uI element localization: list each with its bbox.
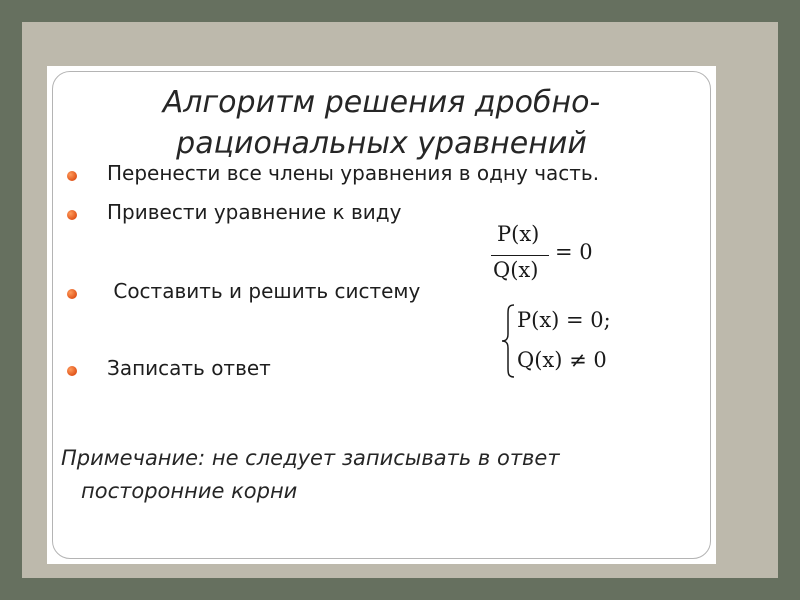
step-text: Перенести все члены уравнения в одну часть. (107, 161, 600, 185)
left-brace-icon (501, 304, 515, 378)
fraction-bar (491, 255, 549, 256)
step-text: Привести уравнение к виду (107, 200, 402, 224)
note-text (61, 442, 701, 508)
bullet-icon (67, 171, 77, 181)
note-line-1: Примечание: не следует записывать в ответ (61, 446, 560, 470)
note-line-2: посторонние корни (81, 479, 298, 503)
fraction-numerator: P(x) (497, 222, 540, 246)
title-line-2: рациональных уравнений (176, 126, 587, 161)
title-line-1: Алгоритм решения дробно- (162, 85, 601, 120)
content-card (47, 66, 716, 564)
system-line-2: Q(x) ≠ 0 (517, 348, 607, 372)
step-text: Записать ответ (107, 356, 271, 380)
fraction-denominator: Q(x) (493, 258, 539, 282)
bullet-icon (67, 210, 77, 220)
step-text: Составить и решить систему (107, 279, 421, 303)
fraction-rhs: = 0 (555, 240, 593, 264)
system-line-1: P(x) = 0; (517, 308, 611, 332)
fraction-formula (491, 222, 595, 292)
slide-title (47, 82, 716, 164)
bullet-icon (67, 366, 77, 376)
bullet-icon (67, 289, 77, 299)
system-formula (501, 304, 631, 380)
